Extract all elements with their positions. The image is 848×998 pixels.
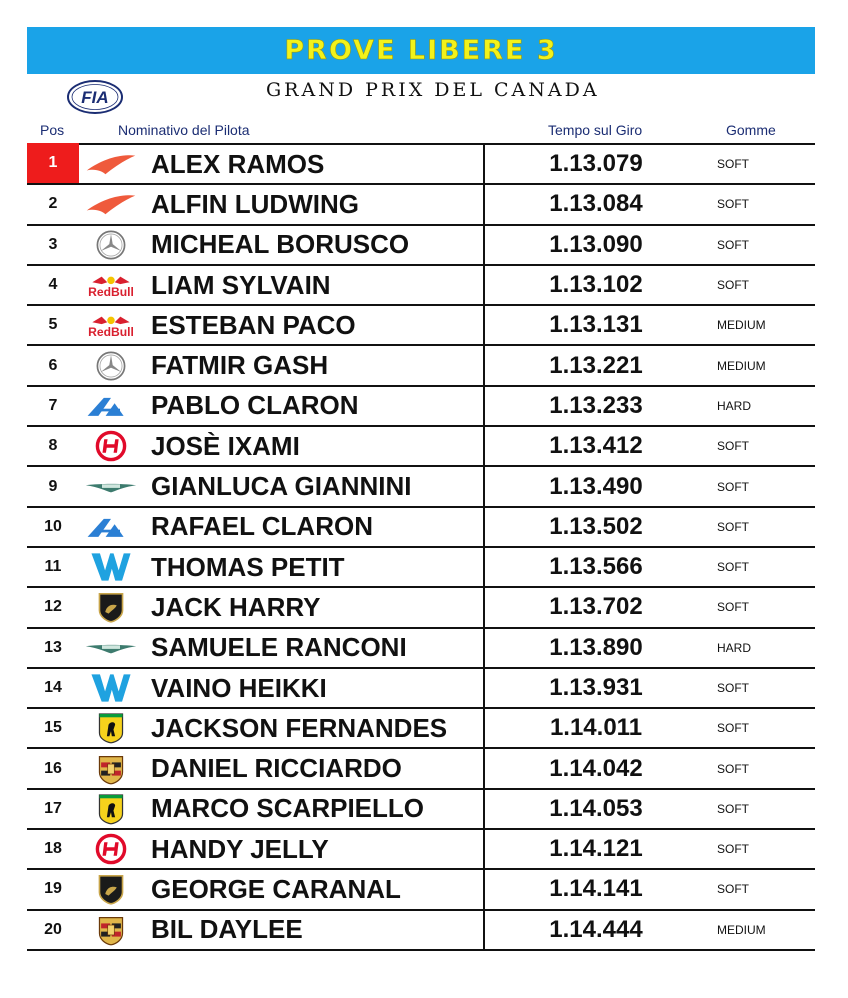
column-header-driver: Nominativo del Pilota <box>118 122 250 138</box>
team-logo-cell <box>79 467 143 505</box>
position-cell: 15 <box>44 719 62 737</box>
williams-icon <box>89 550 133 584</box>
position-cell: 2 <box>48 195 58 213</box>
williams-icon <box>89 671 133 705</box>
position-cell: 10 <box>44 517 62 535</box>
lap-time: 1.13.566 <box>549 553 643 581</box>
mclaren-icon <box>83 150 139 178</box>
table-row <box>27 830 815 870</box>
table-row <box>27 548 815 588</box>
position-cell: 11 <box>44 558 62 576</box>
lamborghini-icon <box>97 590 125 624</box>
tyre-compound: HARD <box>717 398 752 413</box>
tyre-compound: SOFT <box>717 681 749 695</box>
mclaren-icon <box>83 190 139 218</box>
astonmartin-icon <box>82 478 140 496</box>
table-row <box>27 467 815 507</box>
team-logo-cell <box>79 548 143 586</box>
position-cell: 4 <box>48 276 58 294</box>
position-cell: 18 <box>44 840 62 858</box>
team-logo-cell <box>79 145 143 183</box>
tyre-compound: SOFT <box>717 197 749 212</box>
position-cell: 12 <box>44 598 62 616</box>
lap-time: 1.13.931 <box>549 674 643 701</box>
table-row <box>27 870 815 910</box>
haas-icon <box>94 429 128 463</box>
driver-name: DANIEL RICCIARDO <box>151 753 402 784</box>
team-logo-cell <box>79 830 143 868</box>
position-cell: 5 <box>48 316 58 334</box>
driver-name: SAMUELE RANCONI <box>151 632 407 663</box>
team-logo-cell <box>79 629 143 667</box>
haas-icon <box>94 832 128 866</box>
driver-name: PABLO CLARON <box>151 390 359 421</box>
driver-name: THOMAS PETIT <box>151 551 345 582</box>
lap-time: 1.14.042 <box>549 754 643 782</box>
position-cell: 13 <box>44 638 62 656</box>
driver-name: BIL DAYLEE <box>151 914 303 945</box>
driver-name: MICHEAL BORUSCO <box>151 229 410 260</box>
team-logo-cell <box>79 427 143 465</box>
porsche-icon <box>97 752 125 786</box>
team-logo-cell <box>79 306 143 344</box>
lap-time: 1.13.502 <box>549 512 643 540</box>
alpine-icon <box>84 392 138 420</box>
driver-name: JACKSON FERNANDES <box>151 712 448 743</box>
driver-name: ESTEBAN PACO <box>151 309 356 340</box>
table-row <box>27 629 815 669</box>
tyre-compound: SOFT <box>717 600 749 615</box>
lap-time: 1.13.890 <box>549 633 643 661</box>
table-row <box>27 266 815 306</box>
driver-name: JOSÈ IXAMI <box>151 430 300 461</box>
ferrari-icon <box>97 711 125 745</box>
porsche-icon <box>97 913 125 947</box>
lap-time: 1.13.131 <box>549 311 643 339</box>
tyre-compound: SOFT <box>717 439 749 454</box>
position-cell: 16 <box>44 759 62 777</box>
tyre-compound: SOFT <box>717 519 749 534</box>
position-cell: 14 <box>44 679 62 696</box>
tyre-compound: SOFT <box>717 882 749 897</box>
tyre-compound: SOFT <box>717 761 749 776</box>
tyre-compound: MEDIUM <box>717 358 766 373</box>
table-row <box>27 749 815 789</box>
position-cell: 7 <box>48 396 58 414</box>
team-logo-cell <box>79 508 143 546</box>
tyre-compound: MEDIUM <box>717 318 766 333</box>
table-row <box>27 508 815 548</box>
tyre-compound: SOFT <box>717 237 749 252</box>
tyre-compound: SOFT <box>717 801 749 816</box>
position-cell: 19 <box>44 880 62 898</box>
tyre-compound: HARD <box>717 640 752 655</box>
column-header-tyre: Gomme <box>726 122 776 138</box>
driver-name: HANDY JELLY <box>151 833 329 864</box>
redbull-icon <box>83 270 139 300</box>
position-cell: 20 <box>44 920 62 938</box>
lap-time: 1.13.233 <box>549 391 643 419</box>
lap-time: 1.13.702 <box>549 593 643 621</box>
driver-name: FATMIR GASH <box>151 350 329 381</box>
team-logo-cell <box>79 669 143 707</box>
team-logo-cell <box>79 346 143 384</box>
redbull-icon <box>83 310 139 340</box>
astonmartin-icon <box>82 639 140 657</box>
table-row <box>27 669 815 709</box>
driver-name: GEORGE CARANAL <box>151 873 401 904</box>
tyre-compound: SOFT <box>717 721 749 736</box>
title-banner <box>27 27 815 74</box>
table-row <box>27 709 815 749</box>
lap-time: 1.13.221 <box>549 351 643 379</box>
team-logo-cell <box>79 226 143 264</box>
subtitle: GRAND PRIX DEL CANADA <box>266 79 600 101</box>
table-row <box>27 588 815 628</box>
table-row <box>27 226 815 266</box>
table-row <box>27 427 815 467</box>
lap-time: 1.13.090 <box>549 230 643 258</box>
page-title: PROVE LIBERE 3 <box>284 35 558 66</box>
tyre-compound: SOFT <box>717 278 749 293</box>
fia-logo-text: FIA <box>81 88 109 107</box>
mercedes-icon <box>94 349 128 383</box>
tyre-compound: SOFT <box>717 842 749 857</box>
lap-time: 1.14.141 <box>549 875 643 903</box>
lap-time: 1.14.121 <box>549 835 643 863</box>
position-cell: 9 <box>48 477 58 495</box>
alpine-icon <box>84 513 138 541</box>
mercedes-icon <box>94 228 128 262</box>
driver-name: ALEX RAMOS <box>151 148 325 179</box>
team-logo-cell <box>79 749 143 787</box>
team-logo-cell <box>79 790 143 828</box>
position-cell: 8 <box>48 437 58 455</box>
lap-time: 1.13.079 <box>549 150 643 178</box>
driver-name: MARCO SCARPIELLO <box>151 793 424 824</box>
lap-time: 1.14.053 <box>549 794 643 822</box>
driver-name: ALFIN LUDWING <box>151 188 359 219</box>
table-row <box>27 185 815 225</box>
column-header-time: Tempo sul Giro <box>548 122 643 138</box>
lap-time: 1.13.490 <box>549 472 643 500</box>
team-logo-cell <box>79 588 143 626</box>
position-cell: 3 <box>48 235 58 253</box>
tyre-compound: SOFT <box>717 560 749 575</box>
team-logo-cell <box>79 870 143 908</box>
ferrari-icon <box>97 792 125 826</box>
position-cell: 17 <box>44 799 62 817</box>
team-logo-cell <box>79 185 143 223</box>
driver-name: JACK HARRY <box>151 591 321 622</box>
driver-name: RAFAEL CLARON <box>151 511 373 542</box>
team-logo-cell <box>79 387 143 425</box>
table-row <box>27 790 815 830</box>
lap-time: 1.14.444 <box>549 915 643 943</box>
driver-name: LIAM SYLVAIN <box>151 269 331 300</box>
results-table <box>27 143 815 951</box>
driver-name: VAINO HEIKKI <box>151 672 327 703</box>
lap-time: 1.14.011 <box>549 714 643 742</box>
team-logo-cell <box>79 911 143 949</box>
position-cell: 1 <box>27 143 79 183</box>
fia-logo-icon <box>66 79 124 115</box>
driver-name: GIANLUCA GIANNINI <box>151 471 412 502</box>
team-logo-cell <box>79 709 143 747</box>
column-header-pos: Pos <box>40 122 65 138</box>
tyre-compound: MEDIUM <box>717 922 766 937</box>
table-row <box>27 387 815 427</box>
table-row <box>27 346 815 386</box>
lamborghini-icon <box>97 872 125 906</box>
team-logo-cell <box>79 266 143 304</box>
table-row <box>27 306 815 346</box>
tyre-compound: SOFT <box>717 479 749 494</box>
table-row <box>27 145 815 185</box>
lap-time: 1.13.102 <box>549 271 643 299</box>
position-cell: 6 <box>48 356 58 374</box>
table-row <box>27 911 815 951</box>
lap-time: 1.13.084 <box>549 190 643 218</box>
tyre-compound: SOFT <box>717 157 749 172</box>
lap-time: 1.13.412 <box>549 432 643 460</box>
